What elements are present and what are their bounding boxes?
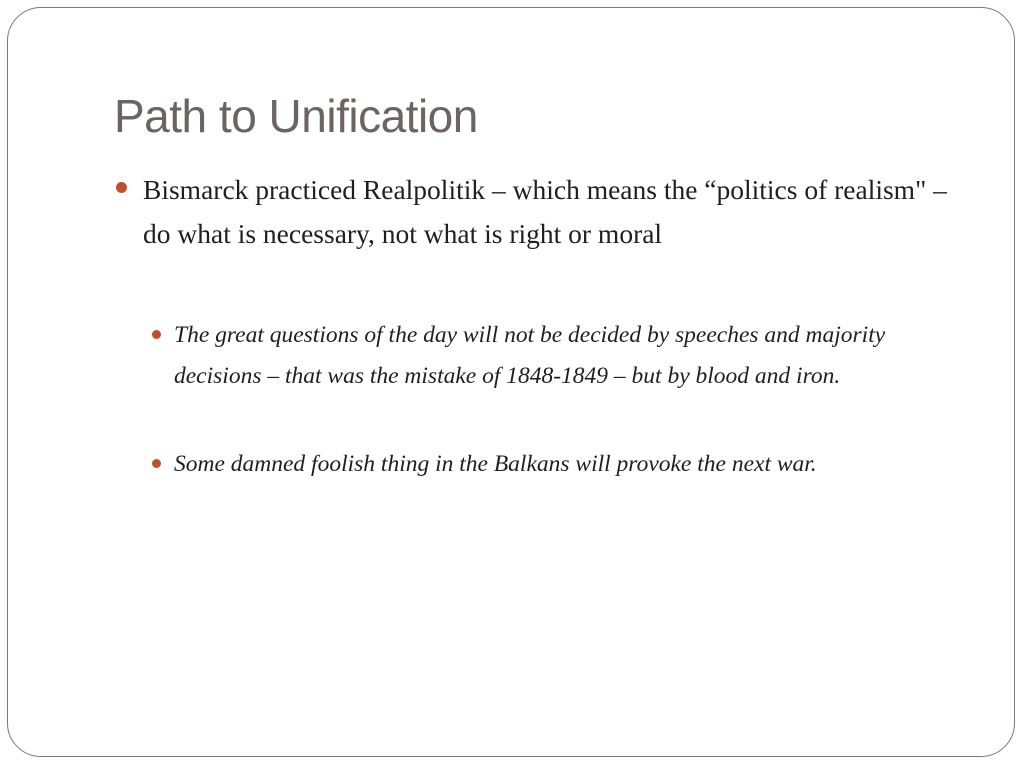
sub-bullet-blood-and-iron-quote (174, 315, 974, 397)
sub-bullet-balkans-quote (174, 444, 974, 485)
bullet-text: Bismarck practiced Realpolitik – which means the “politics of realism" – do what is necessary, not what is right or moral (143, 174, 947, 249)
sub-bullet-text: Some damned foolish thing in the Balkans will provoke the next war. (174, 451, 817, 477)
bullet-dot-icon (152, 330, 161, 339)
bullet-item-realpolitik (143, 168, 973, 256)
slide-title: Path to Unification (114, 90, 478, 142)
sub-bullet-text: The great questions of the day will not be decided by speeches and majority decisions – that was the mistake of 1848-1849 – but by blood and iron. (174, 322, 886, 389)
bullet-dot-icon (152, 459, 161, 468)
bullet-dot-icon (116, 182, 127, 193)
